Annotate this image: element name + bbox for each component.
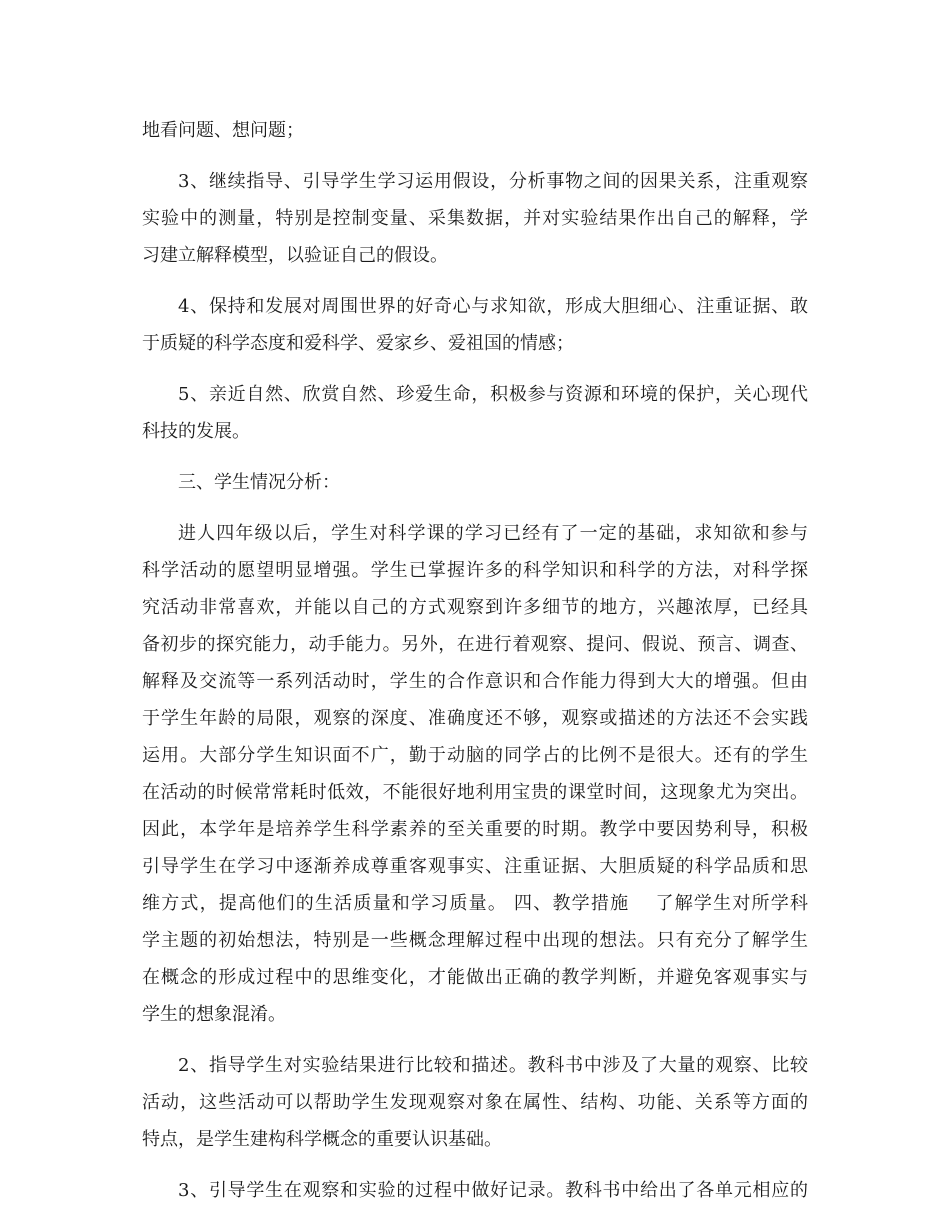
text-line: 实验中的测量，特别是控制变量、采集数据，并对实验结果作出自己的解释，学 — [142, 208, 808, 229]
text-line: 解释及交流等一系列活动时，学生的合作意识和合作能力得到大大的增强。但由 — [142, 671, 808, 692]
text-line: 5、亲近自然、欣赏自然、珍爱生命，积极参与资源和环境的保护，关心现代 — [178, 384, 808, 405]
paragraph-gap — [142, 274, 808, 288]
document-page — [142, 112, 808, 1209]
text-line: 在概念的形成过程中的思维变化，才能做出正确的教学判断，并避免客观事实与 — [142, 967, 808, 988]
text-line: 引导学生在学习中逐渐养成尊重客观事实、注重证据、大胆质疑的科学品质和思 — [142, 856, 808, 877]
text-line: 在活动的时候常常耗时低效，不能很好地利用宝贵的课堂时间，这现象尤为突出。 — [142, 782, 808, 803]
text-line: 地看问题、想问题； — [142, 120, 304, 141]
text-line: 活动，这些活动可以帮助学生发现观察对象在属性、结构、功能、关系等方面的 — [142, 1092, 808, 1113]
text-line: 习建立解释模型，以验证自己的假设。 — [142, 245, 448, 266]
text-line: 进人四年级以后，学生对科学课的学习已经有了一定的基础，求知欲和参与 — [178, 523, 808, 544]
text-line: 于学生年龄的局限，观察的深度、准确度还不够，观察或描述的方法还不会实践 — [142, 708, 808, 729]
text-line: 运用。大部分学生知识面不广，勤于动脑的同学占的比例不是很大。还有的学生 — [142, 745, 808, 766]
text-line: 学生的想象混淆。 — [142, 1004, 286, 1025]
text-line: 究活动非常喜欢，并能以自己的方式观察到许多细节的地方，兴趣浓厚，已经具 — [142, 597, 808, 618]
text-line: 维方式，提高他们的生活质量和学习质量。 四、教学措施 了解学生对所学科 — [142, 893, 808, 914]
text-line: 4、保持和发展对周围世界的好奇心与求知欲，形成大胆细心、注重证据、敢 — [178, 296, 808, 317]
text-line: 三、学生情况分析： — [178, 472, 340, 493]
text-line: 科技的发展。 — [142, 421, 250, 442]
paragraph-gap — [142, 1033, 808, 1047]
text-line: 科学活动的愿望明显增强。学生已掌握许多的科学知识和科学的方法，对科学探 — [142, 560, 808, 581]
paragraph-gap — [142, 149, 808, 163]
paragraph-gap — [142, 501, 808, 515]
text-line: 3、引导学生在观察和实验的过程中做好记录。教科书中给出了各单元相应的 — [178, 1180, 808, 1201]
text-line: 3、继续指导、引导学生学习运用假设，分析事物之间的因果关系，注重观察 — [178, 171, 808, 192]
paragraph-gap — [142, 362, 808, 376]
text-line: 特点，是学生建构科学概念的重要认识基础。 — [142, 1129, 502, 1150]
text-line: 学主题的初始想法，特别是一些概念理解过程中出现的想法。只有充分了解学生 — [142, 930, 808, 951]
text-line: 2、指导学生对实验结果进行比较和描述。教科书中涉及了大量的观察、比较 — [178, 1055, 808, 1076]
text-line: 因此，本学年是培养学生科学素养的至关重要的时期。教学中要因势利导，积极 — [142, 819, 808, 840]
text-line: 于质疑的科学态度和爱科学、爱家乡、爱祖国的情感； — [142, 333, 574, 354]
text-line: 备初步的探究能力，动手能力。另外，在进行着观察、提问、假说、预言、调查、 — [142, 634, 808, 655]
paragraph-gap — [142, 1158, 808, 1172]
paragraph-gap — [142, 450, 808, 464]
